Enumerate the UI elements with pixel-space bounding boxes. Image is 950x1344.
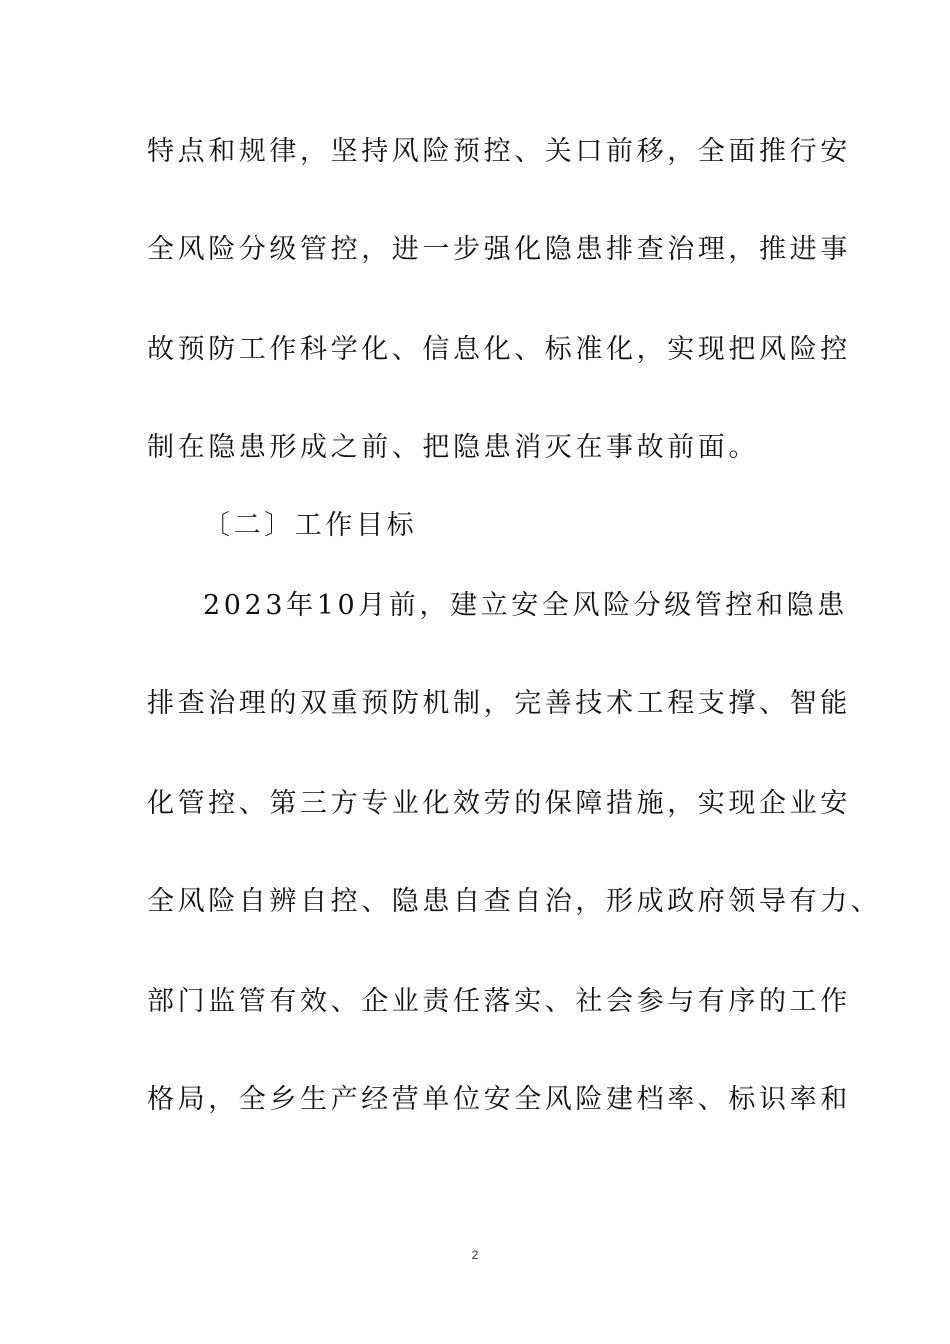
page-number: 2 (471, 1248, 479, 1262)
body-text-line: 故预防工作科学化、信息化、标准化，实现把风险控 (147, 334, 851, 365)
body-text-line: 2023年10月前，建立安全风险分级管控和隐患 (203, 590, 848, 621)
body-text-line: 化管控、第三方专业化效劳的保障措施，实现企业安 (147, 788, 851, 819)
body-text-line: 排查治理的双重预防机制，完善技术工程支撑、智能 (147, 688, 851, 719)
section-heading: 〔二〕工作目标 (203, 510, 418, 541)
body-text-line: 制在隐患形成之前、把隐患消灭在事故前面。 (147, 432, 759, 463)
body-text-line: 全风险分级管控，进一步强化隐患排查治理，推进事 (147, 234, 851, 265)
body-text-line: 格局，全乡生产经营单位安全风险建档率、标识率和 (147, 1084, 851, 1115)
body-text-line: 特点和规律，坚持风险预控、关口前移，全面推行安 (147, 136, 851, 167)
body-text-line: 全风险自辨自控、隐患自查自治，形成政府领导有力、 (147, 886, 882, 917)
body-text-line: 部门监管有效、企业责任落实、社会参与有序的工作 (147, 986, 851, 1017)
